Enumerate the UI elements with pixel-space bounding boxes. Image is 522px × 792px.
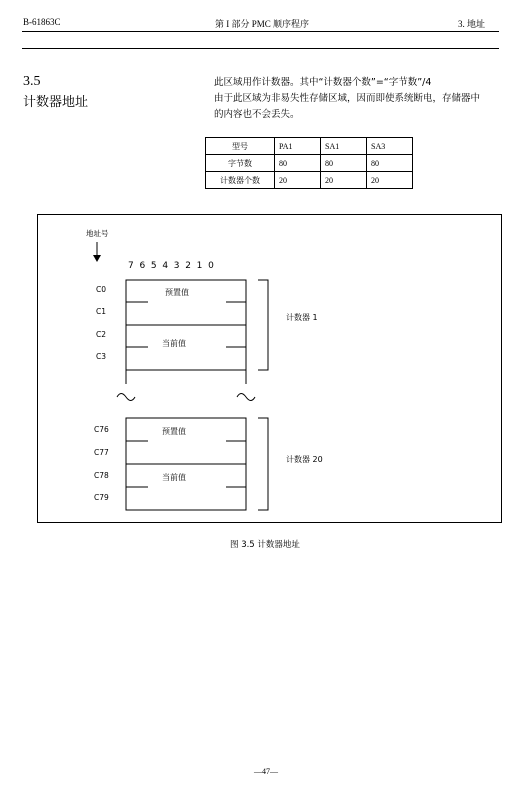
row-address-c79: C79 xyxy=(94,493,109,502)
counter-label-20: 计数器 20 xyxy=(286,455,323,464)
chapter-title: 3. 地址 xyxy=(458,19,486,29)
preset-label: 预置值 xyxy=(162,427,186,436)
table-cell: 20 xyxy=(367,172,413,189)
row-address-c1: C1 xyxy=(96,307,107,316)
row-address-c78: C78 xyxy=(94,471,109,480)
part-title: 第 I 部分 PMC 顺序程序 xyxy=(215,19,310,29)
table-cell: PA1 xyxy=(275,138,321,155)
table-cell: 80 xyxy=(321,155,367,172)
current-label: 当前值 xyxy=(162,473,186,482)
paragraph-line-1: 此区域用作计数器。其中“计数器个数”=“字节数”/4 xyxy=(214,77,432,88)
table-cell-label: 计数器个数 xyxy=(206,172,275,189)
bracket-1 xyxy=(258,280,268,370)
counter-label-1: 计数器 1 xyxy=(286,313,318,322)
table-cell-label: 型号 xyxy=(206,138,275,155)
table-cell: SA3 xyxy=(367,138,413,155)
doc-code: B-61863C xyxy=(23,17,61,27)
bit-numbers: 7 6 5 4 3 2 1 0 xyxy=(128,261,214,271)
section-title: 计数器地址 xyxy=(23,95,89,110)
table-cell: 20 xyxy=(275,172,321,189)
address-label: 地址号 xyxy=(86,229,109,238)
row-address-c3: C3 xyxy=(96,352,107,361)
table-cell: 20 xyxy=(321,172,367,189)
row-address-c2: C2 xyxy=(96,330,107,339)
row-address-c76: C76 xyxy=(94,425,109,434)
row-address-c0: C0 xyxy=(96,285,107,294)
preset-label: 预置值 xyxy=(165,288,189,297)
table-cell: 80 xyxy=(367,155,413,172)
section-number: 3.5 xyxy=(23,74,41,89)
row-address-c77: C77 xyxy=(94,448,109,457)
break-marks xyxy=(117,370,255,401)
paragraph-line-3: 的内容也不会丢失。 xyxy=(214,109,300,120)
table-cell: SA1 xyxy=(321,138,367,155)
current-label: 当前值 xyxy=(162,339,186,348)
page-number: —47— xyxy=(254,767,278,776)
table-cell-label: 字节数 xyxy=(206,155,275,172)
bracket-20 xyxy=(258,418,268,510)
paragraph-line-2: 由于此区域为非易失性存储区域，因而即使系统断电，存储器中 xyxy=(214,93,481,104)
figure-caption: 图 3.5 计数器地址 xyxy=(230,540,300,550)
counter-block-20 xyxy=(126,418,246,510)
down-arrow-icon xyxy=(93,242,101,262)
table-cell: 80 xyxy=(275,155,321,172)
